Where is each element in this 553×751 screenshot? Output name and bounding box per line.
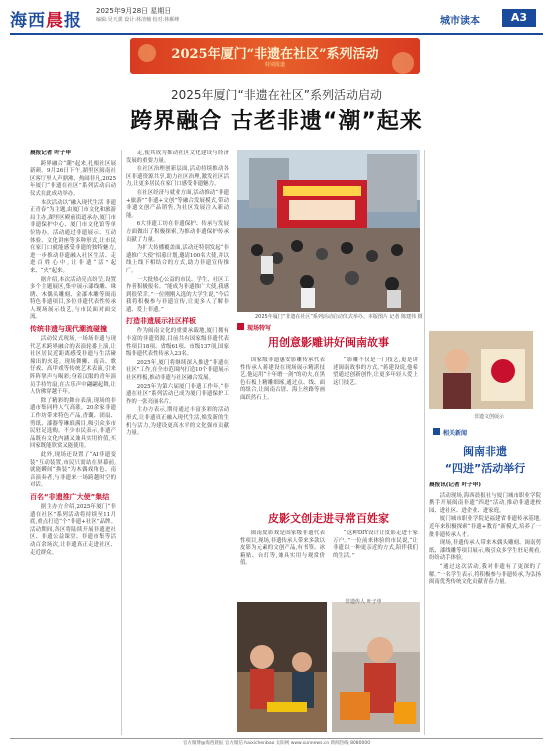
paragraph: 现场,非遗传承人带来木偶头雕刻、闽南剪纸、漆线雕等项目展示,吸引众多学生驻足观看,纷纷动手体验。 [429,540,541,562]
feature1-title: 用创意影雕讲好闽南故事 [268,336,389,349]
main-photo-caption: 2025年厦门“非遗在社区”系列活动启动仪式举办。本版图片 记者 陈建伟 摄 [255,314,423,320]
paragraph: 一大批热心公益的市民、学生、社区工作者积极报名。“能成为非遗推广大使,我感到很荣幸。”一位刚刚入选的大学生说,“今后我将积极参与非遗宣传,让更多人了解非遗、爱上非遗。” [126,276,229,313]
paragraph: 除了精彩的舞台表演,现场的非遗市集同样人气高涨。20余家非遗工作坊带来特色产品,香囊、团扇、剪纸、漆器等琳琅满目,吸引众多市民驻足选购。不少市民表示,非遗产品既有文化内涵又兼具实用价值,买回家既能欣赏又能使用。 [30,397,116,450]
side-photo-caption: 非遗文创展示 [473,414,504,420]
paragraph: “通过这次活动,我对非遗有了更深的了解。”一名学生表示,将积极参与非遗传承,为弘扬闽南优秀传统文化贡献青春力量。 [429,563,541,586]
feature-tag: 现场特写 [247,325,272,332]
page-footer: 官方微博@海西晨报 官方微信 haixichenbao 太阳网 www.sunnews.cn 新闻热线 8080000 [10,738,543,749]
paragraph: 厦门城市职业学院是福建省非遗传承基地,近年来积极探索“非遗+教育”新模式,培养了一批非遗传承人才。 [429,516,541,538]
issue-date: 2025年9月28日 星期日 [96,7,172,15]
cultural-products-illustration [429,331,533,409]
section-tag-icon [237,323,244,330]
masthead [0,0,553,34]
editors-line: 编辑:吴天骐 设计:林清楠 校对:林雁峰 [96,17,180,23]
event-banner [130,38,420,74]
column-divider [424,150,425,735]
paragraph: 活动现场,海西晨报社与厦门城市职业学院携手开展闽南非遗“四进”活动,推动非遗进校园、进社区、进企业、进家庭。 [429,492,541,514]
article-kicker: 2025年厦门“非遗在社区”系列活动启动 [171,88,382,102]
paragraph: 据介绍,本次活动亮点纷呈,设置多个主题展区,集中展示漆线雕、珠绣、木偶头雕刻、金漆木雕等闽南特色非遗项目,多位非遗代表性传承人现场展示技艺,与市民面对面交流。 [30,276,116,321]
sidebar-tag-icon [433,428,440,435]
article-column-1 [30,150,116,735]
subheading: 传统非遗与现代潮流碰撞 [30,325,107,334]
banner-title: 2025年厦门“非遗在社区”系列活动 [171,47,379,62]
column-divider [121,150,122,735]
paragraph: 闽南皮影戏是国家级非遗代表性项目,现场,非遗传承人带来多款以皮影为元素的文创产品,有书签、冰箱贴、台灯等,兼具实用与观赏价值。 [240,530,325,567]
paragraph: 2025年,厦门将继续深入推进“非遗在社区”工作,在全市范围内打造10个非遗展示社区样板,推动非遗与社区融合发展。 [126,359,229,382]
section-label: 城市读本 [440,16,480,27]
paragraph: 为扩大传播覆盖面,活动还特别发起“非遗推广大使”招募计划,邀请100名大使,并以线上线下相结合的方式,助力非遗宣传推广。 [126,245,229,274]
paragraph: 2025年为第六届厦门非遗工作年,“非遗在社区”系列活动已成为厦门非遗保护工作的一张亮丽名片。 [126,383,229,405]
issue-info [96,7,179,25]
paragraph: 本次活动以“融入现代生活 非遗正青春”为主题,由厦门市文化和旅游局主办,湖里区殿前街道承办,厦门市非遗保护中心、厦门市文化馆等单位协办。活动通过非遗展示、互动体验、文化讲座等多种形式,让市民在家门口就能感受非遗的独特魅力,进一步推动非遗融入社区生活、走进百姓心中,让非遗“活”起来、“火”起来。 [30,199,116,274]
paragraph: 据主办方介绍,2025年厦门“非遗在社区”系列活动将持续至11月底,重点打造“个”非遗+社区”品牌。活动期间,各区将陆续开展非遗进社区、非遗公益课堂、非遗市集等活动百余场次,让非遗真正走进社区、走近群众。 [30,503,116,556]
banner-subtitle: 特别报道 [264,62,285,68]
paragraph: 跨界融合“潮”起来,扎根社区展新颜。9月26日下午,湖里区闽南社区客厅里人声鼎沸、热闹非凡,2025年厦门“非遗在社区”系列活动启动仪式在此成功举办。 [30,160,116,197]
sidebar-title-line1: 闽南非遗 [463,445,507,458]
event-stage-illustration [237,150,420,312]
paragraph: 在社区治理创新层面,活动持续推动各区非遗资源共享,助力社区治理,激发社区活力,让更多居民在家门口感受非遗魅力。 [126,166,229,188]
article-headline: 跨界融合 古老非遗“潮”起来 [130,109,423,134]
feature1-column-1 [240,357,325,500]
paragraph: 作为闽南文化的重要承载地,厦门拥有丰富的非遗资源,目前共有国家级非遗代表性项目18项、省级61项、市级137项,国家级非遗代表性传承人23名。 [126,328,229,358]
article-column-2 [126,150,229,735]
newspaper-logo: 海西晨报 [10,11,82,31]
subheading: 打造非遗展示社区样板 [126,317,196,326]
feature2-column-1 [240,530,325,598]
main-photo [237,150,420,312]
paragraph: 6大非遗工坊在非遗保护、传承与发展方面做出了积极探索,为推动非遗保护传承贡献了力量。 [126,221,229,243]
side-photo [429,331,533,409]
paragraph: “影雕不仅是一门技艺,更是讲述闽南故事的方式。”蒋建设说,他希望通过创新创作,让更多年轻人爱上这门技艺。 [333,357,418,386]
sidebar-title-line2: “四进”活动举行 [444,462,526,475]
paragraph: 国家级非遗惠安影雕传承代表性传承人蒋建设在现场展示精湛技艺,他运用“十年磨一剑”的功夫,在黑色石板上精雕细琢,通过点、线、面的组合,让闽南古厝、海上丝路等画面跃然石上。 [240,357,325,401]
article-byline: 晨报记者 叶子申 [30,150,72,156]
sidebar-column [429,482,541,734]
feature2-column-2 [333,530,418,598]
paragraph: 走,使其成为推动社区文化建设与经济发展的重要力量。 [126,150,229,164]
bottom-photo-right [332,602,420,732]
page-number: A3 [502,9,536,27]
subheading: 百名“非遗推广大使”集结 [30,492,110,501]
craftsman-illustration [332,602,420,732]
paragraph: 在社区经济与就业方面,活动推动“非遗+旅游”“非遗+文创”等融合发展模式,带动非遗文创产品销售,为社区发展注入新动能。 [126,189,229,219]
paragraph: “这种DIY设计让皮影走进千家万户。”一位前来体验的市民说,“让非遗以一种更亲近的方式,陪伴我们的生活。” [333,530,418,559]
artisans-illustration [237,602,327,732]
sidebar-tag: 相关新闻 [443,430,468,437]
sidebar-byline: 晨报讯(记者 叶子申) [429,482,481,488]
paragraph: 此外,现场还设置了“AI非遗变装”互动装置,市民只需站在屏幕前,就能瞬间“换装”为木偶戏角色、南音演奏者,与非遗来一场跨越时空的对话。 [30,451,116,489]
masthead-rule [10,33,543,35]
paragraph: 主办方表示,期待通过丰富多彩的活动形式,让非遗真正融入现代生活,焕发新的生机与活力,为建设更高水平的文化强市贡献力量。 [126,407,229,437]
feature1-column-2 [333,357,418,500]
paragraph: 活动仪式现场,一场场非遗与现代艺术跨界融合的表演轮番上演,让社区居民近距离感受非遗与生活碰撞出的火花。现场舞狮、南音、歌仔戏、高甲戏等传统艺术表演,引来阵阵掌声与喝彩;身着汉服的青年演员手持竹扇,在古乐声中翩翩起舞,让人仿佛穿越千年。 [30,336,116,396]
feature2-title: 皮影文创走进寻常百姓家 [268,512,389,525]
bottom-photo-caption: 非遗传人 叶子申 [345,599,382,605]
bottom-photo-left [237,602,327,732]
